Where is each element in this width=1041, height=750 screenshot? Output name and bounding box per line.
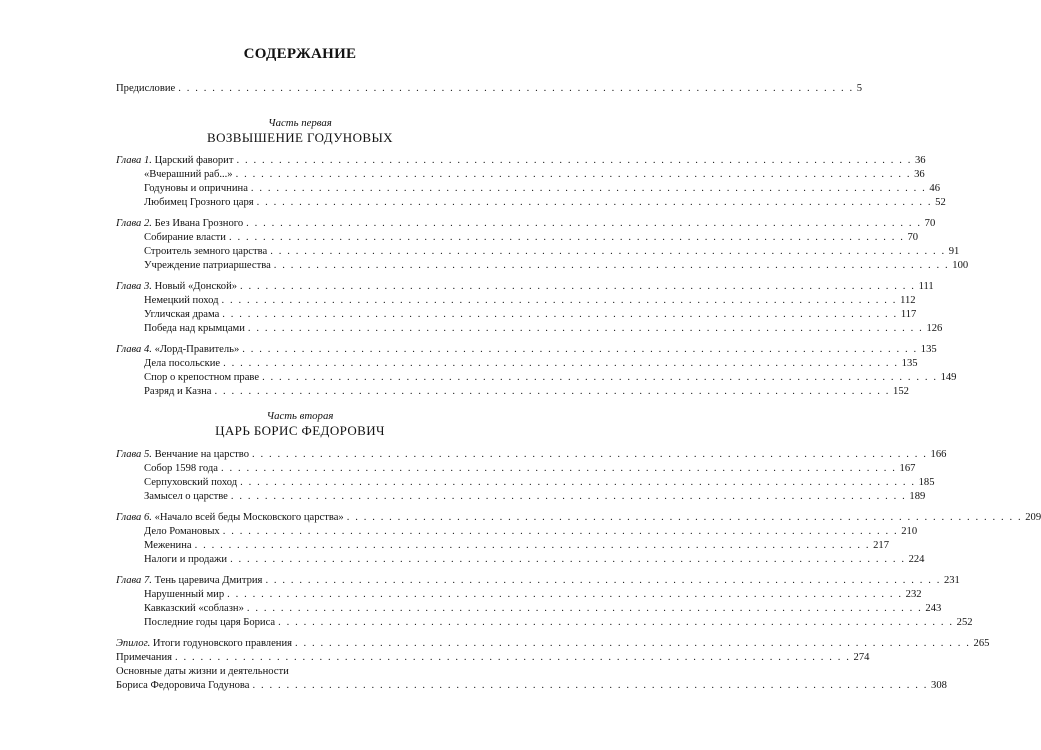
- toc-entry-section[interactable]: [116, 168, 925, 182]
- toc-entry-section[interactable]: [116, 308, 917, 322]
- dot-leader: . . . . . . . . . . . . . . . . . . . . . . . . . . . . . . . . . . . . . . . . . . . . . . . . . . . . . . . . . . . . . . . . . . . . . . . . . . . . . . . .: [178, 83, 854, 94]
- dot-leader: . . . . . . . . . . . . . . . . . . . . . . . . . . . . . . . . . . . . . . . . . . . . . . . . . . . . . . . . . . . . . . . . . . . . . . . . . . . . . . . .: [246, 218, 922, 229]
- toc-entry-section[interactable]: [116, 231, 919, 245]
- entry-title: Угличская драма: [144, 309, 220, 320]
- toc-entry-section[interactable]: [116, 385, 909, 399]
- dot-leader: . . . . . . . . . . . . . . . . . . . . . . . . . . . . . . . . . . . . . . . . . . . . . . . . . . . . . . . . . . . . . . . . . . . . . . . . . . . . . . . .: [262, 372, 938, 383]
- page-number: 232: [905, 589, 922, 600]
- dot-leader: . . . . . . . . . . . . . . . . . . . . . . . . . . . . . . . . . . . . . . . . . . . . . . . . . . . . . . . . . . . . . . . . . . . . . . . . . . . . . . . .: [223, 358, 899, 369]
- dot-leader: . . . . . . . . . . . . . . . . . . . . . . . . . . . . . . . . . . . . . . . . . . . . . . . . . . . . . . . . . . . . . . . . . . . . . . . . . . . . . . . .: [247, 323, 924, 334]
- chapter-prefix: Глава 6.: [116, 512, 152, 523]
- page-number: 36: [914, 169, 925, 180]
- dot-leader: . . . . . . . . . . . . . . . . . . . . . . . . . . . . . . . . . . . . . . . . . . . . . . . . . . . . . . . . . . . . . . . . . . . . . . . . . . . . . . . .: [252, 449, 928, 460]
- dot-leader: . . . . . . . . . . . . . . . . . . . . . . . . . . . . . . . . . . . . . . . . . . . . . . . . . . . . . . . . . . . . . . . . . . . . . . . . . . . . . . . .: [222, 526, 899, 537]
- entry-title: Без Ивана Грозного: [154, 218, 244, 229]
- toc-entry-section[interactable]: [116, 245, 960, 259]
- toc-entry-section[interactable]: [116, 490, 926, 504]
- entry-title: Меженина: [144, 540, 192, 551]
- page-number: 166: [930, 449, 947, 460]
- page-number: 210: [901, 526, 918, 537]
- toc-entry-notes[interactable]: [116, 651, 870, 665]
- entry-title: Примечания: [116, 652, 172, 663]
- entry-title: «Начало всей беды Московского царства»: [154, 512, 344, 523]
- page-number: 265: [973, 638, 990, 649]
- page-number: 274: [853, 652, 870, 663]
- entry-title: Царский фаворит: [154, 155, 234, 166]
- toc-entry-section[interactable]: [116, 294, 916, 308]
- toc-entry-chapter-1[interactable]: [116, 154, 926, 168]
- entry-title: Нарушенный мир: [144, 589, 225, 600]
- entry-title: Итоги годуновского правления: [152, 638, 293, 649]
- part-1-heading: [0, 117, 600, 146]
- entry-title: Немецкий поход: [144, 295, 219, 306]
- dot-leader: . . . . . . . . . . . . . . . . . . . . . . . . . . . . . . . . . . . . . . . . . . . . . . . . . . . . . . . . . . . . . . . . . . . . . . . . . . . . . . . .: [230, 554, 906, 565]
- dot-leader: . . . . . . . . . . . . . . . . . . . . . . . . . . . . . . . . . . . . . . . . . . . . . . . . . . . . . . . . . . . . . . . . . . . . . . . . . . . . . . . .: [230, 491, 907, 502]
- entry-title: «Лорд-Правитель»: [154, 344, 240, 355]
- dot-leader: . . . . . . . . . . . . . . . . . . . . . . . . . . . . . . . . . . . . . . . . . . . . . . . . . . . . . . . . . . . . . . . . . . . . . . . . . . . . . . . .: [250, 183, 927, 194]
- toc-entry-section[interactable]: [116, 322, 943, 336]
- entry-title: Собор 1598 года: [144, 463, 218, 474]
- dot-leader: . . . . . . . . . . . . . . . . . . . . . . . . . . . . . . . . . . . . . . . . . . . . . . . . . . . . . . . . . . . . . . . . . . . . . . . . . . . . . . . .: [235, 169, 912, 180]
- toc-entry-section[interactable]: [116, 539, 889, 553]
- toc-entry-section[interactable]: [116, 357, 918, 371]
- toc-entry-section[interactable]: [116, 196, 946, 210]
- toc-entry-dates-line1[interactable]: [116, 665, 486, 679]
- toc-entry-section[interactable]: [116, 602, 942, 616]
- entry-title: Серпуховский поход: [144, 477, 238, 488]
- dot-leader: . . . . . . . . . . . . . . . . . . . . . . . . . . . . . . . . . . . . . . . . . . . . . . . . . . . . . . . . . . . . . . . . . . . . . . . . . . . . . . . .: [270, 246, 946, 257]
- toc-entry-chapter-3[interactable]: [116, 280, 934, 294]
- page-number: 91: [948, 246, 960, 257]
- page-number: 243: [925, 603, 942, 614]
- toc-entry-chapter-6[interactable]: [116, 511, 1041, 525]
- toc-entry-section[interactable]: [116, 553, 925, 567]
- toc-entry-dates[interactable]: [116, 679, 947, 693]
- page-number: 209: [1025, 512, 1041, 523]
- entry-title: Основные даты жизни и деятельности: [116, 666, 289, 677]
- page-number: 149: [940, 372, 957, 383]
- page-number: 167: [899, 463, 916, 474]
- toc-entry-chapter-7[interactable]: [116, 574, 960, 588]
- dot-leader: . . . . . . . . . . . . . . . . . . . . . . . . . . . . . . . . . . . . . . . . . . . . . . . . . . . . . . . . . . . . . . . . . . . . . . . . . . . . . . . .: [265, 575, 941, 586]
- page-number: 52: [935, 197, 946, 208]
- entry-title: Победа над крымцами: [144, 323, 245, 334]
- page-number: 111: [918, 281, 934, 292]
- entry-title: Собирание власти: [144, 232, 226, 243]
- dot-leader: . . . . . . . . . . . . . . . . . . . . . . . . . . . . . . . . . . . . . . . . . . . . . . . . . . . . . . . . . . . . . . . . . . . . . . . . . . . . . . . .: [346, 512, 1023, 523]
- entry-title: Любимец Грозного царя: [144, 197, 254, 208]
- part-2-heading: [0, 410, 600, 439]
- toc-entry-section[interactable]: [116, 616, 973, 630]
- part-title: ВОЗВЫШЕНИЕ ГОДУНОВЫХ: [207, 130, 393, 145]
- dot-leader: . . . . . . . . . . . . . . . . . . . . . . . . . . . . . . . . . . . . . . . . . . . . . . . . . . . . . . . . . . . . . . . . . . . . . . . . . . . . . . . .: [252, 680, 929, 691]
- toc-entry-chapter-4[interactable]: [116, 343, 937, 357]
- entry-title: Новый «Донской»: [154, 281, 238, 292]
- entry-title: Дело Романовых: [144, 526, 220, 537]
- dot-leader: . . . . . . . . . . . . . . . . . . . . . . . . . . . . . . . . . . . . . . . . . . . . . . . . . . . . . . . . . . . . . . . . . . . . . . . . . . . . . . . .: [256, 197, 933, 208]
- toc-entry-section[interactable]: [116, 259, 969, 273]
- page-title: СОДЕРЖАНИЕ: [243, 46, 357, 62]
- dot-leader: . . . . . . . . . . . . . . . . . . . . . . . . . . . . . . . . . . . . . . . . . . . . . . . . . . . . . . . . . . . . . . . . . . . . . . . . . . . . . . . .: [194, 540, 871, 551]
- entry-title: Последние годы царя Бориса: [144, 617, 276, 628]
- entry-title: Строитель земного царства: [144, 246, 268, 257]
- dot-leader: . . . . . . . . . . . . . . . . . . . . . . . . . . . . . . . . . . . . . . . . . . . . . . . . . . . . . . . . . . . . . . . . . . . . . . . . . . . . . . . .: [221, 463, 897, 474]
- toc-entry-chapter-2[interactable]: [116, 217, 936, 231]
- chapter-prefix: Глава 2.: [116, 218, 152, 229]
- dot-leader: . . . . . . . . . . . . . . . . . . . . . . . . . . . . . . . . . . . . . . . . . . . . . . . . . . . . . . . . . . . . . . . . . . . . . . . . . . . . . . . .: [240, 281, 916, 292]
- toc-entry-section[interactable]: [116, 371, 957, 385]
- toc-entry-section[interactable]: [116, 525, 918, 539]
- chapter-prefix: Эпилог.: [116, 638, 151, 649]
- part-title: ЦАРЬ БОРИС ФЕДОРОВИЧ: [215, 423, 385, 438]
- chapter-prefix: Глава 4.: [116, 344, 152, 355]
- entry-title: Разряд и Казна: [144, 386, 212, 397]
- page-number: 70: [924, 218, 936, 229]
- dot-leader: . . . . . . . . . . . . . . . . . . . . . . . . . . . . . . . . . . . . . . . . . . . . . . . . . . . . . . . . . . . . . . . . . . . . . . . . . . . . . . . .: [278, 617, 954, 628]
- chapter-prefix: Глава 1.: [116, 155, 152, 166]
- toc-entry-section[interactable]: [116, 476, 935, 490]
- dot-leader: . . . . . . . . . . . . . . . . . . . . . . . . . . . . . . . . . . . . . . . . . . . . . . . . . . . . . . . . . . . . . . . . . . . . . . . . . . . . . . . .: [242, 344, 918, 355]
- dot-leader: . . . . . . . . . . . . . . . . . . . . . . . . . . . . . . . . . . . . . . . . . . . . . . . . . . . . . . . . . . . . . . . . . . . . . . . . . . . . . . . .: [175, 652, 851, 663]
- entry-title: Венчание на царство: [154, 449, 249, 460]
- chapter-prefix: Глава 5.: [116, 449, 152, 460]
- dot-leader: . . . . . . . . . . . . . . . . . . . . . . . . . . . . . . . . . . . . . . . . . . . . . . . . . . . . . . . . . . . . . . . . . . . . . . . . . . . . . . . .: [221, 295, 898, 306]
- chapter-prefix: Глава 7.: [116, 575, 152, 586]
- entry-title: Бориса Федоровича Годунова: [116, 680, 250, 691]
- toc-entry-section[interactable]: [116, 588, 922, 602]
- page-number: 135: [901, 358, 918, 369]
- page-number: 70: [907, 232, 919, 243]
- entry-title: «Вчерашний раб...»: [144, 169, 233, 180]
- toc-entry-chapter-5[interactable]: [116, 448, 947, 462]
- part-kicker: Часть вторая: [266, 410, 334, 422]
- toc-entry-section[interactable]: [116, 182, 941, 196]
- page-number: 185: [918, 477, 935, 488]
- page-number: 152: [893, 386, 909, 397]
- entry-title: Налоги и продажи: [144, 554, 228, 565]
- entry-title: Замысел о царстве: [144, 491, 228, 502]
- page-number: 224: [908, 554, 925, 565]
- page-number: 308: [931, 680, 947, 691]
- page-number: 126: [926, 323, 943, 334]
- part-kicker: Часть первая: [268, 117, 332, 129]
- chapter-prefix: Глава 3.: [116, 281, 152, 292]
- entry-title: Спор о крепостном праве: [144, 372, 260, 383]
- page-number: 46: [929, 183, 941, 194]
- page-number: 217: [873, 540, 889, 551]
- entry-title: Предисловие: [116, 83, 176, 94]
- page-number: 112: [900, 295, 916, 306]
- entry-title: Учреждение патриаршества: [144, 260, 271, 271]
- dot-leader: . . . . . . . . . . . . . . . . . . . . . . . . . . . . . . . . . . . . . . . . . . . . . . . . . . . . . . . . . . . . . . . . . . . . . . . . . . . . . . . .: [227, 589, 903, 600]
- entry-title: Тень царевича Дмитрия: [154, 575, 263, 586]
- dot-leader: . . . . . . . . . . . . . . . . . . . . . . . . . . . . . . . . . . . . . . . . . . . . . . . . . . . . . . . . . . . . . . . . . . . . . . . . . . . . . . . .: [273, 260, 950, 271]
- page-number: 36: [914, 155, 926, 166]
- entry-title: Годуновы и опричнина: [144, 183, 248, 194]
- page-number: 252: [956, 617, 973, 628]
- entry-title: Кавказский «соблазн»: [144, 603, 244, 614]
- toc-entry-epilogue[interactable]: [116, 637, 990, 651]
- toc-entry-preface[interactable]: [116, 82, 863, 96]
- dot-leader: . . . . . . . . . . . . . . . . . . . . . . . . . . . . . . . . . . . . . . . . . . . . . . . . . . . . . . . . . . . . . . . . . . . . . . . . . . . . . . . .: [236, 155, 912, 166]
- dot-leader: . . . . . . . . . . . . . . . . . . . . . . . . . . . . . . . . . . . . . . . . . . . . . . . . . . . . . . . . . . . . . . . . . . . . . . . . . . . . . . . .: [240, 477, 916, 488]
- dot-leader: . . . . . . . . . . . . . . . . . . . . . . . . . . . . . . . . . . . . . . . . . . . . . . . . . . . . . . . . . . . . . . . . . . . . . . . . . . . . . . . .: [295, 638, 971, 649]
- toc-entry-section[interactable]: [116, 462, 916, 476]
- dot-leader: . . . . . . . . . . . . . . . . . . . . . . . . . . . . . . . . . . . . . . . . . . . . . . . . . . . . . . . . . . . . . . . . . . . . . . . . . . . . . . . .: [222, 309, 898, 320]
- dot-leader: . . . . . . . . . . . . . . . . . . . . . . . . . . . . . . . . . . . . . . . . . . . . . . . . . . . . . . . . . . . . . . . . . . . . . . . . . . . . . . . .: [246, 603, 923, 614]
- dot-leader: . . . . . . . . . . . . . . . . . . . . . . . . . . . . . . . . . . . . . . . . . . . . . . . . . . . . . . . . . . . . . . . . . . . . . . . . . . . . . . . .: [214, 386, 891, 397]
- entry-title: Дела посольские: [144, 358, 221, 369]
- page-number: 100: [952, 260, 969, 271]
- page-number: 135: [920, 344, 937, 355]
- page-number: 231: [943, 575, 960, 586]
- page-number: 5: [856, 83, 863, 94]
- page-number: 189: [909, 491, 926, 502]
- page-number: 117: [900, 309, 917, 320]
- dot-leader: . . . . . . . . . . . . . . . . . . . . . . . . . . . . . . . . . . . . . . . . . . . . . . . . . . . . . . . . . . . . . . . . . . . . . . . . . . . . . . . .: [228, 232, 905, 243]
